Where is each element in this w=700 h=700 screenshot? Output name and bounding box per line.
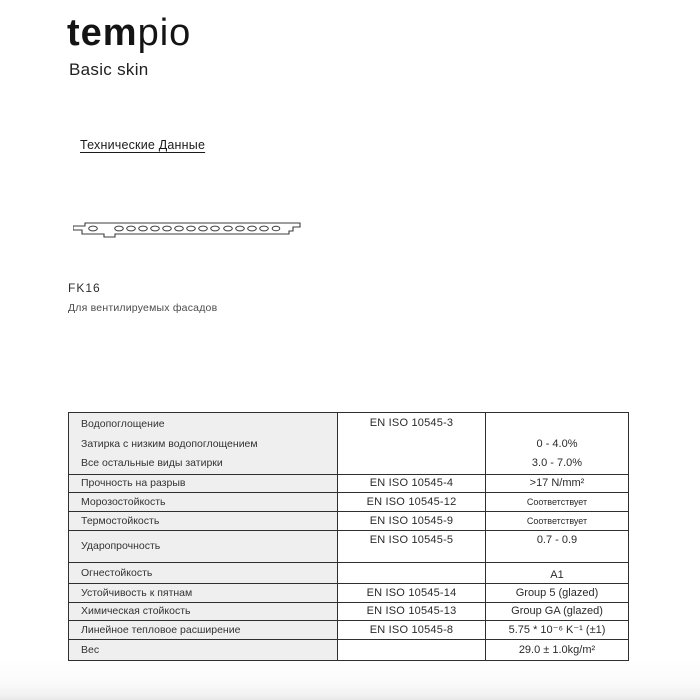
spec-standard-cell: EN ISO 10545-8 <box>338 620 486 639</box>
specs-table-container <box>68 412 629 661</box>
spec-property-line: Химическая стойкость <box>81 605 191 617</box>
spec-property-line: Линейное тепловое расширение <box>81 623 241 636</box>
spec-standard-cell: EN ISO 10545-12 <box>338 492 486 511</box>
spec-value-line: 0 - 4.0% <box>536 437 578 450</box>
panel-profile-drawing <box>73 216 301 242</box>
spec-value-line: Соответствует <box>526 496 588 507</box>
spec-value-cell <box>486 492 629 511</box>
spec-property-line: Вес <box>81 643 100 656</box>
table-row <box>69 492 629 511</box>
spec-property-cell <box>69 511 338 530</box>
spec-value-cell <box>486 511 629 530</box>
spec-property-cell <box>69 583 338 602</box>
spec-standard-cell: EN ISO 10545-14 <box>338 583 486 602</box>
spec-property-cell <box>69 474 338 492</box>
spec-property-cell <box>69 413 338 475</box>
table-row <box>69 562 629 583</box>
spec-property-cell <box>69 562 338 583</box>
tempio-logo <box>67 14 191 52</box>
spec-standard-cell: EN ISO 10545-3 <box>338 413 486 475</box>
product-description: Для вентилируемых фасадов <box>68 302 218 314</box>
table-row <box>69 583 629 602</box>
spec-property-cell <box>69 530 338 562</box>
spec-value-line: Соответствует <box>526 515 588 526</box>
spec-value-cell <box>486 474 629 492</box>
logo-light-part: pio <box>137 12 192 54</box>
spec-value-line: 3.0 - 7.0% <box>531 457 583 469</box>
spec-value-line: 5.75 * 10⁻⁶ K⁻¹ (±1) <box>508 624 606 636</box>
table-row <box>69 620 629 639</box>
specs-table-body <box>69 413 629 661</box>
technical-data-heading: Технические Данные <box>80 138 206 152</box>
spec-property-line: Прочность на разрыв <box>81 477 186 489</box>
spec-value-cell <box>486 413 629 475</box>
spec-value-cell <box>486 639 629 660</box>
spec-value-cell <box>486 562 629 583</box>
spec-property-cell <box>69 620 338 639</box>
table-row <box>69 602 629 620</box>
spec-value-cell <box>486 583 629 602</box>
spec-value-cell <box>486 602 629 620</box>
spec-standard-cell <box>338 639 486 660</box>
product-line-subtitle: Basic skin <box>69 60 149 79</box>
spec-property-line: Затирка с низким водопоглощением <box>81 437 258 450</box>
spec-property-line: Ударопрочность <box>81 540 161 552</box>
spec-property-cell <box>69 639 338 660</box>
spec-standard-cell: EN ISO 10545-13 <box>338 602 486 620</box>
spec-property-line: Огнестойкость <box>81 566 153 579</box>
table-row <box>69 474 629 492</box>
product-code: FK16 <box>68 281 101 295</box>
table-row <box>69 639 629 660</box>
logo-bold-part: tem <box>67 12 138 54</box>
spec-value-cell <box>486 530 629 562</box>
spec-property-line: Водопоглощение <box>81 418 165 430</box>
spec-value-line: Group 5 (glazed) <box>515 586 599 599</box>
spec-value-line: >17 N/mm² <box>529 477 585 489</box>
spec-standard-cell <box>338 562 486 583</box>
spec-property-line: Все остальные виды затирки <box>81 457 223 469</box>
spec-standard-cell: EN ISO 10545-9 <box>338 511 486 530</box>
spec-value-line <box>486 415 628 435</box>
spec-value-cell <box>486 620 629 639</box>
spec-value-line: A1 <box>550 569 564 581</box>
spec-value-line: 29.0 ± 1.0kg/m² <box>518 643 596 656</box>
spec-property-line: Морозостойкость <box>81 495 166 508</box>
spec-value-line: 0.7 - 0.9 <box>536 533 578 546</box>
table-row <box>69 530 629 562</box>
spec-property-cell <box>69 602 338 620</box>
table-row <box>69 413 629 475</box>
spec-property-cell <box>69 492 338 511</box>
specs-table <box>68 412 629 661</box>
spec-standard-cell: EN ISO 10545-4 <box>338 474 486 492</box>
spec-property-line: Термостойкость <box>81 514 160 527</box>
page-bottom-shadow <box>0 658 700 700</box>
spec-property-line: Устойчивость к пятнам <box>81 586 193 599</box>
spec-value-line: Group GA (glazed) <box>511 605 603 617</box>
spec-standard-cell: EN ISO 10545-5 <box>338 530 486 562</box>
table-row <box>69 511 629 530</box>
